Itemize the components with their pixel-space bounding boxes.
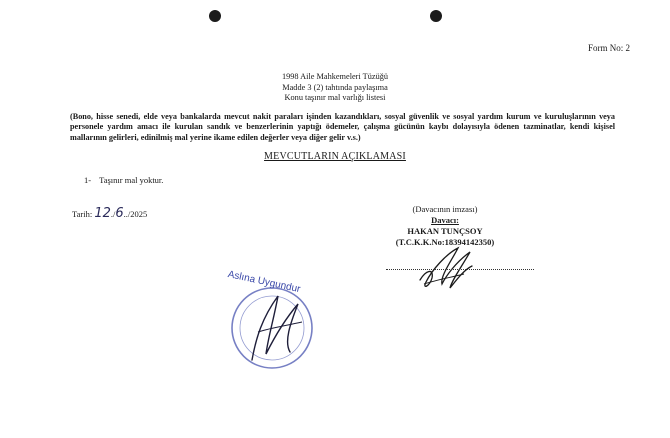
description-line-3: mallarının gelirleri, edinilmiş mal yerine ikame edilen değerler veya diğer gelir v.s.)	[70, 132, 361, 142]
date-month-handwritten: 6	[115, 206, 124, 221]
list-item-text: Taşınır mal yoktur.	[99, 175, 164, 185]
header-line-article: Madde 3 (2) tahtında paylaşıma	[282, 82, 388, 92]
header-line-regulation: 1998 Aile Mahkemeleri Tüzüğü	[281, 72, 389, 81]
document-header	[0, 72, 670, 104]
list-item	[84, 175, 163, 185]
date-line	[72, 206, 147, 221]
plaintiff-name: HAKAN TUNÇSOY	[407, 226, 483, 236]
punch-hole-right	[430, 10, 442, 22]
signature-note: (Davacının imzası)	[412, 204, 478, 214]
plaintiff-id-number: (T.C.K.K.No:18394142350)	[395, 237, 495, 247]
description-line-1: (Bono, hisse senedi, elde veya bankalarda mevcut nakit paraları işinden kazandıkları, sosyal güvenlik ve sosyal yardım kurum ve kuruluşlarının veya	[70, 112, 615, 121]
signature-line	[386, 269, 534, 270]
plaintiff-role-label: Davacı:	[431, 215, 459, 225]
description-paragraph	[70, 112, 615, 143]
section-title: MEVCUTLARIN AÇIKLAMASI	[264, 151, 406, 162]
plaintiff-signature-icon	[412, 240, 482, 295]
date-day-handwritten: 12	[94, 206, 111, 221]
punch-hole-left	[209, 10, 221, 22]
date-label: Tarih:	[72, 209, 93, 219]
date-separator-1: ./	[110, 209, 116, 219]
date-year: ../2025	[123, 209, 148, 219]
header-line-subject: Konu taşınır mal varlığı listesi	[284, 93, 386, 102]
form-number: Form No: 2	[587, 43, 630, 53]
stamp-label: Aslına Uygundur	[226, 269, 302, 296]
certified-copy-stamp	[220, 268, 320, 383]
list-item-number: 1-	[84, 175, 92, 185]
description-line-2: personele yardım amacı ile kurulan sandık ve benzerlerinin yaptığı ödemeler, çalışma gücünün kaybı dolayısıyla ödenen tazminatlar, kendi kişisel	[70, 122, 615, 132]
